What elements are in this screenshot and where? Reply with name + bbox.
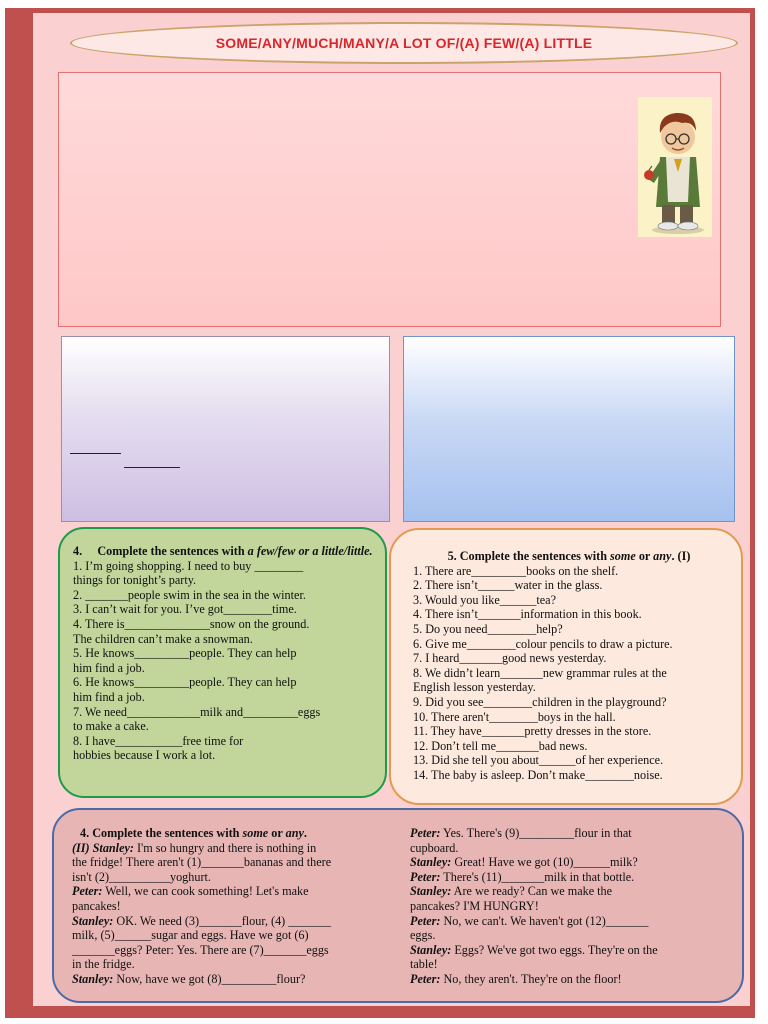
exercise-line: 5. He knows_________people. They can help <box>73 646 297 661</box>
speaker-name: Peter: <box>410 913 441 928</box>
exercise-line: 8. We didn’t learn_______new grammar rules at the <box>413 665 667 680</box>
rules-box-right <box>403 336 735 522</box>
exercise-line: 1. There are_________books on the shelf. <box>413 563 619 578</box>
dialogue-text: OK. We need (3)_______flour, (4) _______ <box>113 913 331 928</box>
speaker-name: Stanley: <box>72 913 114 928</box>
blank-line <box>124 467 180 468</box>
dialogue-line <box>410 914 730 929</box>
speaker-name: Stanley: <box>410 884 452 899</box>
exercise-line: 4. There is______________snow on the ground. <box>73 616 310 631</box>
dialogue-text: pancakes? I'M HUNGRY! <box>410 898 539 913</box>
exercise-line: 12. Don’t tell me_______bad news. <box>413 738 588 753</box>
boy-cartoon-icon <box>638 97 712 237</box>
dialogue-line <box>410 928 730 943</box>
exercise-line: 10. There aren't________boys in the hall. <box>413 709 616 724</box>
exercise-line: 6. Give me________colour pencils to draw a picture. <box>413 636 673 651</box>
dialogue-right-column <box>410 826 730 987</box>
dialogue-line <box>72 841 384 856</box>
dialogue-lines <box>410 826 730 987</box>
exercise-heading: 4. Complete the sentences with some or any. <box>80 826 307 840</box>
dialogue-line <box>410 972 730 987</box>
explanation-box <box>58 72 721 327</box>
exercise-line: English lesson yesterday. <box>413 680 536 695</box>
exercise-line: 13. Did she tell you about______of her experience. <box>413 753 664 768</box>
dialogue-text: milk, (5)______sugar and eggs. Have we got (6) <box>72 928 309 943</box>
exercise-lines <box>73 559 373 763</box>
exercise-heading: 4. Complete the sentences with a few/few or a little/little. <box>73 544 373 558</box>
dialogue-line <box>410 841 730 856</box>
exercise-line: him find a job. <box>73 689 145 704</box>
exercise-line: 7. We need____________milk and_________eggs <box>73 704 321 719</box>
exercise-line: 1. I’m going shopping. I need to buy ________ <box>73 558 304 573</box>
dialogue-text: No, we can't. We haven't got (12)_______ <box>440 913 649 928</box>
dialogue-line <box>410 884 730 899</box>
exercise-heading: 5. Complete the sentences with some or any. (I) <box>447 549 691 563</box>
exercise-lines <box>413 564 733 783</box>
dialogue-line <box>72 884 384 899</box>
dialogue-line <box>72 972 384 987</box>
exercise-line: things for tonight’s party. <box>73 573 197 588</box>
dialogue-line <box>410 957 730 972</box>
exercise-line: 6. He knows_________people. They can help <box>73 675 297 690</box>
exercise-line: 2. There isn’t______water in the glass. <box>413 578 603 593</box>
page-title: SOME/ANY/MUCH/MANY/A LOT OF/(A) FEW/(A) LITTLE <box>215 35 593 51</box>
dialogue-text: the fridge! There aren't (1)_______bananas and there <box>72 855 332 870</box>
exercise-line: 14. The baby is asleep. Don’t make________noise. <box>413 767 663 782</box>
exercise-4-few-little <box>58 527 387 798</box>
exercise-line: 7. I heard_______good news yesterday. <box>413 651 607 666</box>
boy-illustration <box>638 97 712 237</box>
exercise-line: 5. Do you need________help? <box>413 621 563 636</box>
speaker-name: Peter: <box>410 826 441 840</box>
exercise-line: The children can’t make a snowman. <box>73 631 253 646</box>
exercise-line: 9. Did you see________children in the playground? <box>413 694 667 709</box>
exercise-line: hobbies because I work a lot. <box>73 748 216 763</box>
dialogue-text: Now, have we got (8)_________flour? <box>113 971 306 986</box>
dialogue-text: Are we ready? Can we make the <box>451 884 613 899</box>
exercise-5-text <box>413 549 733 783</box>
dialogue-left-column <box>72 826 384 987</box>
exercise-4a-text <box>73 544 373 763</box>
title-banner <box>70 22 738 64</box>
speaker-name: (II) Stanley: <box>72 840 134 855</box>
dialogue-line <box>72 899 384 914</box>
exercise-4-dialogue <box>52 808 744 1003</box>
dialogue-text: I'm so hungry and there is nothing in <box>133 840 317 855</box>
speaker-name: Peter: <box>410 869 441 884</box>
dialogue-line <box>72 855 384 870</box>
dialogue-text: There's (11)_______milk in that bottle. <box>440 869 635 884</box>
exercise-line: 3. I can’t wait for you. I’ve got________time. <box>73 602 297 617</box>
exercise-line: 8. I have___________free time for <box>73 733 244 748</box>
blank-line <box>70 453 121 454</box>
speaker-name: Stanley: <box>410 942 452 957</box>
dialogue-text: table! <box>410 957 438 972</box>
dialogue-line <box>72 957 384 972</box>
dialogue-lines <box>72 841 384 987</box>
dialogue-text: in the fridge. <box>72 957 135 972</box>
dialogue-line <box>72 928 384 943</box>
dialogue-text: pancakes! <box>72 898 121 913</box>
rules-box-left <box>61 336 390 522</box>
exercise-line: him find a job. <box>73 660 145 675</box>
dialogue-line <box>410 943 730 958</box>
dialogue-text: No, they aren't. They're on the floor! <box>440 971 622 986</box>
dialogue-line <box>410 899 730 914</box>
dialogue-line <box>410 855 730 870</box>
dialogue-line <box>72 914 384 929</box>
dialogue-text: Eggs? We've got two eggs. They're on the <box>451 942 658 957</box>
exercise-5-some-any <box>389 528 743 805</box>
dialogue-line <box>410 870 730 885</box>
speaker-name: Stanley: <box>410 855 452 870</box>
dialogue-text: isn't (2)__________yoghurt. <box>72 869 211 884</box>
dialogue-line <box>72 943 384 958</box>
speaker-name: Stanley: <box>72 971 114 986</box>
dialogue-text: Great! Have we got (10)______milk? <box>451 855 638 870</box>
dialogue-line <box>410 826 730 841</box>
dialogue-text: eggs. <box>410 928 436 943</box>
exercise-line: 11. They have_______pretty dresses in the store. <box>413 724 652 739</box>
dialogue-line <box>72 870 384 885</box>
dialogue-text: cupboard. <box>410 840 459 855</box>
speaker-name: Peter: <box>72 884 103 899</box>
speaker-name: Peter: <box>410 971 441 986</box>
dialogue-text: Well, we can cook something! Let's make <box>102 884 309 899</box>
dialogue-text: _______eggs? Peter: Yes. There are (7)_______eggs <box>72 942 329 957</box>
exercise-line: 3. Would you like______tea? <box>413 592 556 607</box>
exercise-line: 2. _______people swim in the sea in the winter. <box>73 587 306 602</box>
exercise-line: to make a cake. <box>73 719 149 734</box>
exercise-line: 4. There isn’t_______information in this book. <box>413 607 642 622</box>
dialogue-text: Yes. There's (9)_________flour in that <box>440 826 632 840</box>
